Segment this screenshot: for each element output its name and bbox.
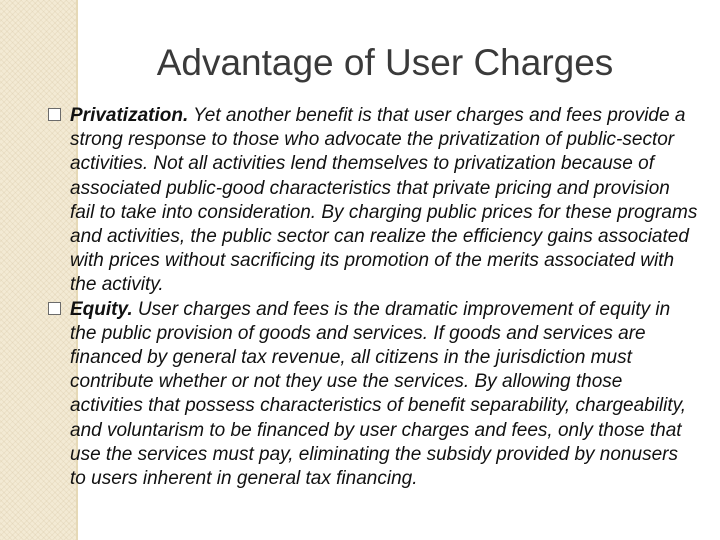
- bullet-privatization: [48, 104, 698, 298]
- square-bullet-icon: [48, 302, 61, 315]
- bullet-text: Yet another benefit is that user charges and fees provide a strong response to those who advocate the privatization of public-sector activities. Not all activities lend themselves to privatization because of associated public-good characteristics that private pricing and provision fail to take into consideration. By charging public prices for these programs and activities, the public sector can realize the efficiency gains associated with prices without sacrificing its promotion of the merits associated with the activity.: [70, 105, 698, 296]
- bullet-list: [48, 104, 698, 491]
- bullet-term: Equity.: [70, 298, 133, 320]
- bullet-text: User charges and fees is the dramatic improvement of equity in the public provision of goods and services. If goods and services are financed by general tax revenue, all citizens in the jurisdiction must contribute whether or not they use the services. By allowing those activities that possess characteristics of benefit separability, chargeability, and voluntarism to be financed by user charges and fees, only those that use the services must pay, eliminating the subsidy provided by nonusers to users inherent in general tax financing.: [70, 298, 687, 490]
- bullet-equity: [48, 298, 698, 492]
- slide-title: Advantage of User Charges: [156, 42, 614, 83]
- bullet-term: Privatization.: [70, 105, 189, 126]
- square-bullet-icon: [48, 108, 61, 121]
